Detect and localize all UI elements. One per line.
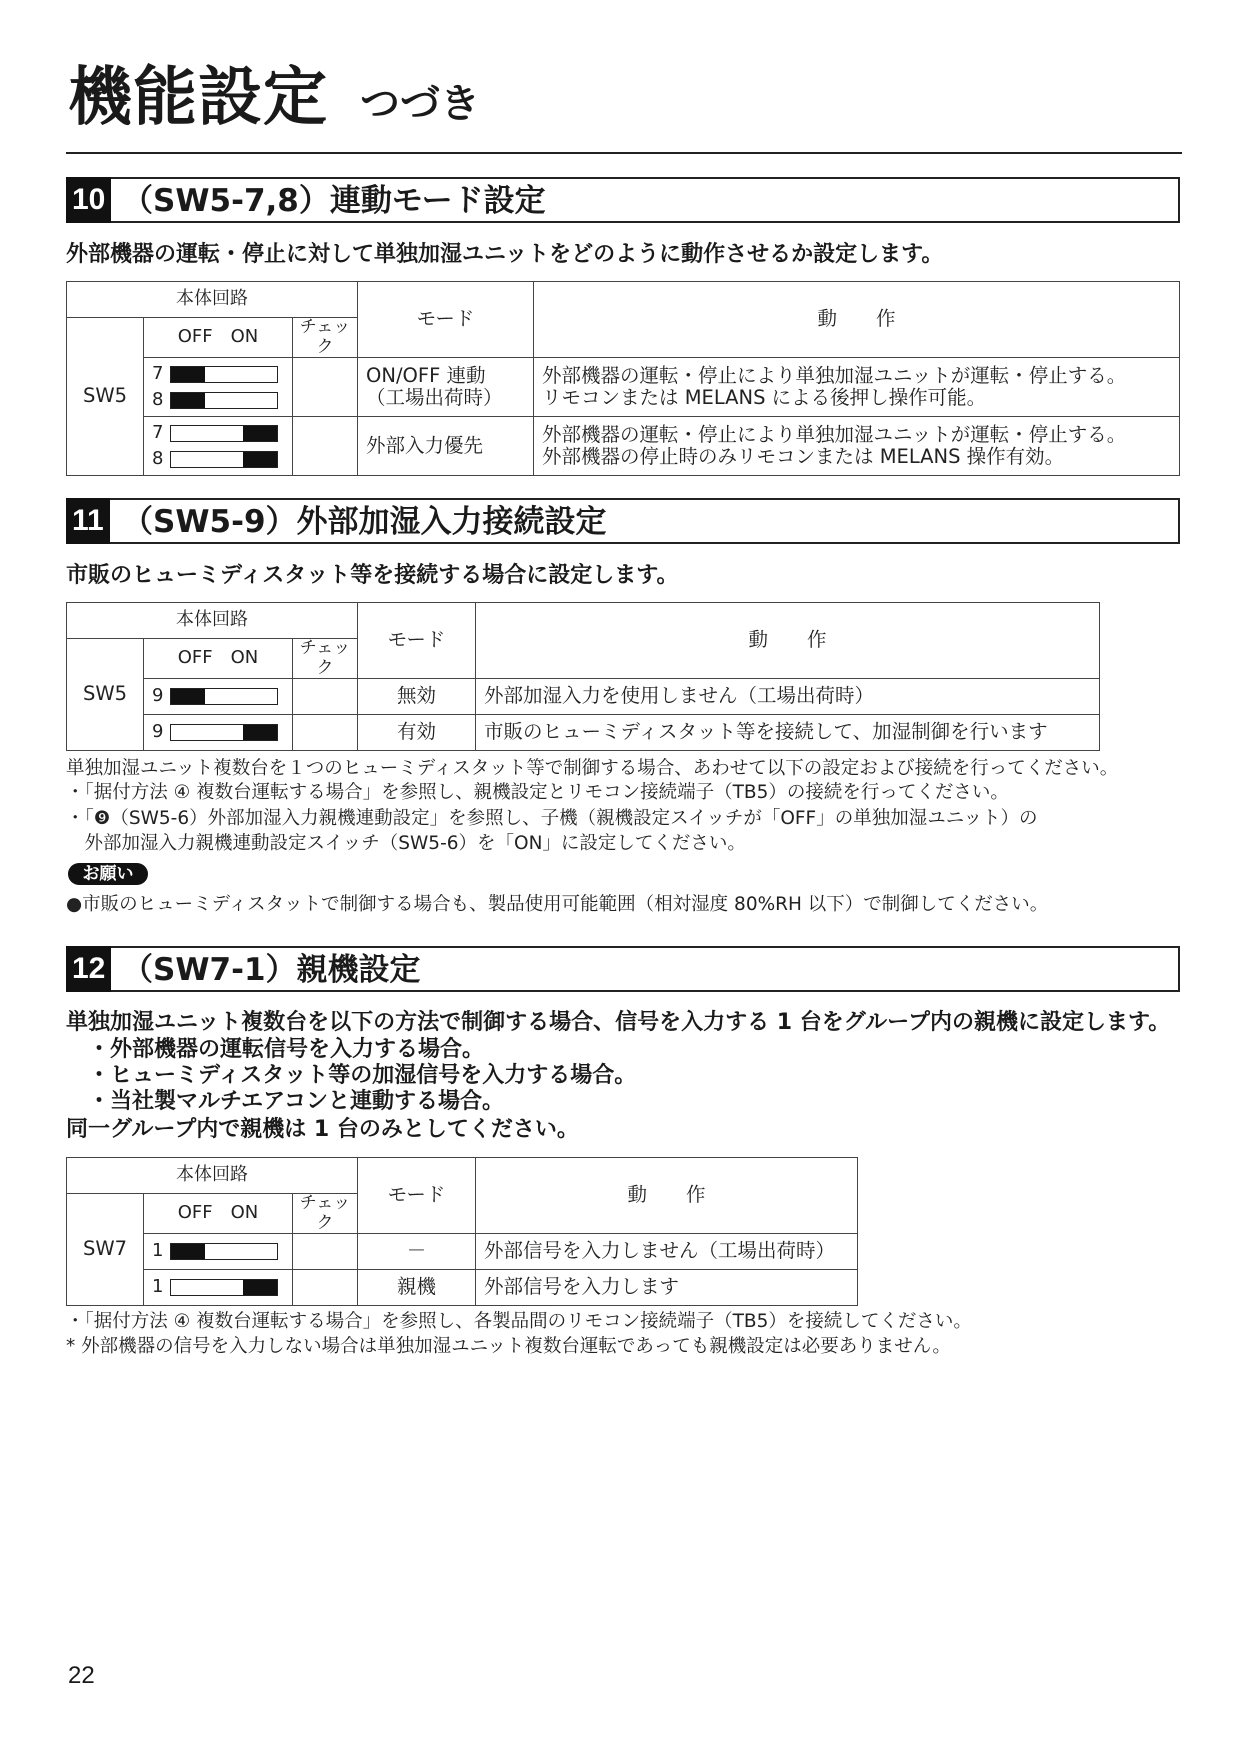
section-11-header: [66, 498, 1180, 544]
header-offon: OFF ON: [144, 639, 293, 679]
action-cell: 外部信号を入力しません（工場出荷時）: [476, 1234, 858, 1270]
request-text: ●市販のヒューミディスタットで制御する場合も、製品使用可能範囲（相対湿度 80%RH 以下）で制御してください。: [66, 894, 1049, 915]
action-cell: [534, 417, 1180, 476]
request-badge: お願い: [68, 863, 148, 885]
header-circuit: 本体回路: [67, 282, 358, 318]
section-12-note: ・「据付方法 ④ 複数台運転する場合」を参照し、各製品間のリモコン接続端子（TB5）を接続してください。: [66, 1311, 972, 1332]
header-check: チェック: [293, 318, 358, 358]
dip-switch-off: [170, 392, 278, 409]
dip-switch-cell: [144, 1270, 293, 1306]
section-11-title: （SW5-9）外部加湿入力接続設定: [122, 504, 607, 540]
action-cell: 外部信号を入力します: [476, 1270, 858, 1306]
check-cell: [293, 417, 358, 476]
title-divider: [66, 152, 1182, 154]
switch-name: SW7: [67, 1194, 144, 1306]
check-cell: [293, 358, 358, 417]
section-11-lead: 市販のヒューミディスタット等を接続する場合に設定します。: [66, 563, 679, 588]
section-10-title: （SW5-7,8）連動モード設定: [122, 183, 546, 219]
header-action: 動 作: [476, 603, 1100, 679]
header-circuit: 本体回路: [67, 1158, 358, 1194]
action-line: 外部機器の運転・停止により単独加湿ユニットが運転・停止する。: [542, 363, 1127, 387]
section-10-lead: 外部機器の運転・停止に対して単独加湿ユニットをどのように動作させるか設定します。: [66, 242, 944, 267]
dip-switch-cell: [144, 1234, 293, 1270]
header-offon: OFF ON: [144, 318, 293, 358]
check-cell: [293, 679, 358, 715]
header-action: 動 作: [534, 282, 1180, 358]
action-cell: 市販のヒューミディスタット等を接続して、加湿制御を行います: [476, 715, 1100, 751]
action-cell: 外部加湿入力を使用しません（工場出荷時）: [476, 679, 1100, 715]
section-10-table: [66, 281, 1180, 476]
header-check: チェック: [293, 639, 358, 679]
check-cell: [293, 715, 358, 751]
dip-switch-cell: [144, 417, 293, 476]
table-row: [67, 715, 1100, 751]
pin-label: 1: [152, 1276, 164, 1298]
dip-switch-off: [170, 1243, 278, 1260]
section-11-note: ・「据付方法 ④ 複数台運転する場合」を参照し、親機設定とリモコン接続端子（TB5）の接続を行ってください。: [66, 782, 1009, 803]
page-subtitle: つづき: [360, 81, 480, 127]
section-12-table: [66, 1157, 858, 1306]
action-line: リモコンまたは MELANS による後押し操作可能。: [542, 386, 987, 410]
dip-switch-off: [170, 688, 278, 705]
table-row: [67, 417, 1180, 476]
pin-label: 7: [152, 421, 164, 443]
section-12-header: [66, 946, 1180, 992]
pin-label: 7: [152, 362, 164, 384]
dip-switch-cell: [144, 358, 293, 417]
section-12-number: 12: [66, 946, 111, 992]
dip-switch-on: [170, 425, 278, 442]
section-11-number: 11: [66, 498, 110, 544]
dip-switch-off: [170, 366, 278, 383]
page-title: 機能設定: [68, 61, 328, 135]
section-11-note: 単独加湿ユニット複数台を１つのヒューミディスタット等で制御する場合、あわせて以下の設定および接続を行ってください。: [66, 758, 1119, 779]
section-12-lead: 同一グループ内で親機は 1 台のみとしてください。: [66, 1117, 579, 1142]
dip-switch-on: [170, 724, 278, 741]
pin-label: 9: [152, 685, 164, 707]
section-12-lead-item: ・当社製マルチエアコンと連動する場合。: [66, 1089, 505, 1114]
header-mode: モード: [358, 1158, 476, 1234]
table-row: [67, 679, 1100, 715]
table-row: [67, 358, 1180, 417]
action-line: 外部機器の停止時のみリモコンまたは MELANS 操作有効。: [542, 445, 1065, 469]
section-11-note: 外部加湿入力親機連動設定スイッチ（SW5-6）を「ON」に設定してください。: [66, 833, 746, 854]
header-offon: OFF ON: [144, 1194, 293, 1234]
pin-label: 8: [152, 447, 164, 469]
action-cell: [534, 358, 1180, 417]
mode-cell: [358, 358, 534, 417]
dip-switch-cell: [144, 715, 293, 751]
dip-switch-on: [170, 1279, 278, 1296]
header-circuit: 本体回路: [67, 603, 358, 639]
table-row: [67, 1270, 858, 1306]
header-check: チェック: [293, 1194, 358, 1234]
check-cell: [293, 1270, 358, 1306]
section-11-note: ・「❾（SW5-6）外部加湿入力親機連動設定」を参照し、子機（親機設定スイッチが「OFF」の単独加湿ユニット）の: [66, 808, 1038, 829]
mode-cell: －: [358, 1234, 476, 1270]
pin-label: 9: [152, 721, 164, 743]
section-12-lead-item: ・外部機器の運転信号を入力する場合。: [66, 1037, 485, 1062]
check-cell: [293, 1234, 358, 1270]
section-10-header: [66, 177, 1180, 223]
dip-switch-cell: [144, 679, 293, 715]
section-11-table: [66, 602, 1100, 751]
section-12-note: * 外部機器の信号を入力しない場合は単独加湿ユニット複数台運転であっても親機設定は必要ありません。: [66, 1336, 951, 1357]
section-10-number: 10: [66, 177, 111, 223]
mode-cell: 外部入力優先: [358, 417, 534, 476]
pin-label: 1: [152, 1240, 164, 1262]
action-line: 外部機器の運転・停止により単独加湿ユニットが運転・停止する。: [542, 422, 1127, 446]
section-12-title: （SW7-1）親機設定: [122, 952, 421, 988]
section-12-lead: 単独加湿ユニット複数台を以下の方法で制御する場合、信号を入力する 1 台をグループ内の親機に設定します。: [66, 1010, 1171, 1035]
pin-label: 8: [152, 388, 164, 410]
switch-name: SW5: [67, 318, 144, 476]
switch-name: SW5: [67, 639, 144, 751]
header-action: 動 作: [476, 1158, 858, 1234]
mode-line: ON/OFF 連動: [366, 363, 486, 387]
section-12-lead-item: ・ヒューミディスタット等の加湿信号を入力する場合。: [66, 1063, 637, 1088]
header-mode: モード: [358, 603, 476, 679]
mode-line: （工場出荷時）: [366, 386, 503, 410]
mode-cell: 親機: [358, 1270, 476, 1306]
mode-cell: 無効: [358, 679, 476, 715]
mode-cell: 有効: [358, 715, 476, 751]
dip-switch-on: [170, 451, 278, 468]
table-row: [67, 1234, 858, 1270]
page-number: 22: [68, 1662, 95, 1689]
header-mode: モード: [358, 282, 534, 358]
